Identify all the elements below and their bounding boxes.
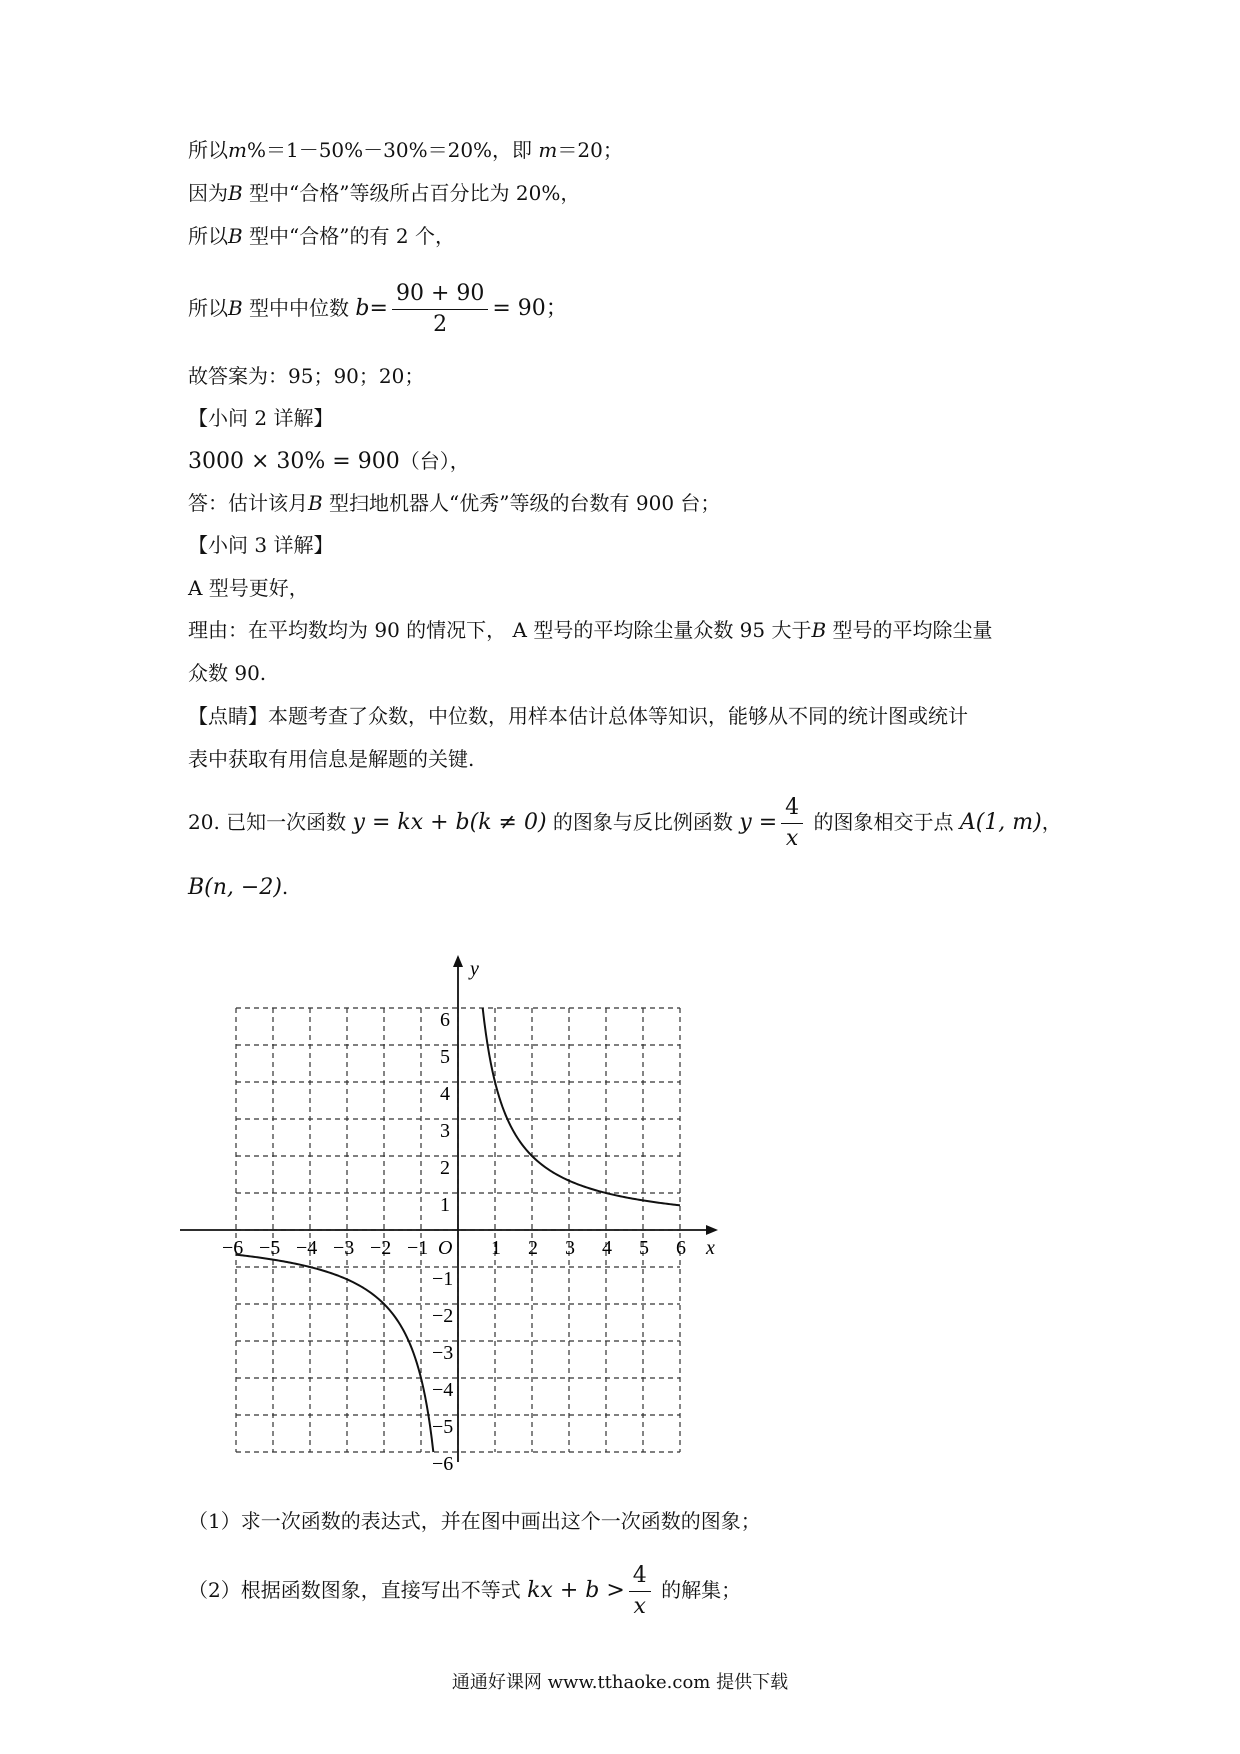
math: y = kx + b(k ≠ 0) bbox=[352, 810, 547, 835]
denominator: 2 bbox=[433, 312, 448, 337]
denominator: x bbox=[785, 826, 799, 851]
text-line-14: 表中获取有用信息是解题的关键. bbox=[188, 747, 475, 771]
text-line-8 bbox=[188, 489, 720, 517]
y-tick-label: −2 bbox=[432, 1305, 454, 1327]
text-line-7 bbox=[188, 447, 470, 476]
x-tick-label: 6 bbox=[676, 1237, 686, 1259]
text: 答：估计该月 bbox=[188, 491, 308, 515]
text-line-3 bbox=[188, 222, 455, 250]
text: 型中“合格”等级所占百分比为 20%， bbox=[242, 181, 581, 205]
fraction bbox=[629, 1563, 651, 1620]
text-line-12: 众数 90. bbox=[188, 661, 267, 685]
question-2 bbox=[188, 1560, 741, 1620]
hyperbola-branch-2 bbox=[236, 1255, 433, 1452]
problem-20-statement bbox=[188, 792, 1062, 852]
text: . bbox=[281, 875, 289, 899]
text: 20. 已知一次函数 bbox=[188, 810, 353, 834]
text: 型号的平均除尘量 bbox=[826, 618, 993, 642]
y-tick-label: −6 bbox=[432, 1453, 454, 1475]
text: 型中“合格”的有 2 个， bbox=[242, 224, 455, 248]
text-line-13: 【点睛】本题考查了众数，中位数，用样本估计总体等知识，能够从不同的统计图或统计 bbox=[188, 704, 968, 728]
var: B bbox=[228, 224, 243, 248]
text: ＝20； bbox=[557, 138, 623, 162]
numerator: 4 bbox=[781, 795, 803, 824]
fraction bbox=[392, 281, 488, 338]
x-tick-label: −3 bbox=[333, 1237, 355, 1259]
text-line-1 bbox=[188, 136, 623, 164]
y-tick-label: 3 bbox=[440, 1120, 450, 1142]
y-tick-label: −4 bbox=[432, 1379, 454, 1401]
text-line-median bbox=[188, 278, 568, 338]
y-tick-label: 6 bbox=[440, 1009, 450, 1031]
var: B bbox=[228, 181, 243, 205]
numerator: 4 bbox=[629, 1563, 651, 1592]
x-tick-label: −5 bbox=[259, 1237, 281, 1259]
tick-labels bbox=[222, 1009, 686, 1475]
math: 3000 × 30% = 900 bbox=[188, 449, 400, 474]
text-line-2 bbox=[188, 179, 580, 207]
y-tick-label: 5 bbox=[440, 1046, 450, 1068]
text: 所以 bbox=[188, 224, 228, 248]
text: 的图象相交于点 bbox=[807, 810, 960, 834]
x-tick-label: −1 bbox=[407, 1237, 429, 1259]
text: 理由：在平均数均为 90 的情况下， A 型号的平均除尘量众数 95 大于 bbox=[188, 618, 812, 642]
text: 的解集； bbox=[654, 1578, 742, 1602]
y-tick-label: 2 bbox=[440, 1157, 450, 1179]
y-tick-label: 1 bbox=[440, 1194, 450, 1216]
text: 的图象与反比例函数 bbox=[546, 810, 740, 834]
math: A(1, m) bbox=[959, 810, 1042, 835]
y-axis-label: y bbox=[470, 958, 479, 980]
text: %＝1－50%－30%＝20%，即 bbox=[246, 138, 539, 162]
x-tick-label: 3 bbox=[565, 1237, 575, 1259]
x-axis-arrow bbox=[706, 1225, 718, 1235]
y-tick-label: −3 bbox=[432, 1342, 454, 1364]
math: y = bbox=[739, 810, 778, 835]
var: B bbox=[811, 618, 827, 642]
text-line-5: 故答案为：95；90；20； bbox=[188, 364, 425, 388]
text: = 90； bbox=[492, 296, 568, 321]
x-tick-label: 2 bbox=[528, 1237, 538, 1259]
origin-label: O bbox=[438, 1237, 453, 1259]
text: 型扫地机器人“优秀”等级的台数有 900 台； bbox=[322, 491, 721, 515]
text: 因为 bbox=[188, 181, 228, 205]
math: B(n, −2) bbox=[188, 875, 282, 900]
section-heading-3: 【小问 3 详解】 bbox=[188, 533, 334, 557]
var: m bbox=[228, 138, 247, 162]
page-footer: 通通好课网 www.tthaoke.com 提供下载 bbox=[451, 1672, 789, 1693]
section-heading-2: 【小问 2 详解】 bbox=[188, 406, 334, 430]
text: = bbox=[369, 296, 388, 321]
numerator: 90 + 90 bbox=[392, 281, 488, 310]
x-tick-label: −6 bbox=[222, 1237, 244, 1259]
text: ， bbox=[1041, 810, 1062, 834]
x-tick-label: −2 bbox=[370, 1237, 392, 1259]
var: B bbox=[308, 491, 323, 515]
math: kx + b > bbox=[527, 1578, 625, 1603]
text: （台）， bbox=[399, 449, 470, 473]
text-line-11 bbox=[188, 616, 993, 644]
fraction bbox=[781, 795, 803, 852]
var: B bbox=[228, 296, 243, 320]
text-line-10: A 型号更好， bbox=[188, 576, 309, 600]
problem-20-statement-cont bbox=[188, 873, 288, 902]
y-tick-label: −5 bbox=[432, 1416, 454, 1438]
x-tick-label: −4 bbox=[296, 1237, 318, 1259]
denominator: x bbox=[633, 1594, 646, 1619]
x-tick-label: 1 bbox=[491, 1237, 501, 1259]
x-tick-label: 4 bbox=[602, 1237, 612, 1259]
hyperbola-branch-1 bbox=[483, 1008, 680, 1205]
coordinate-graph bbox=[180, 955, 740, 1500]
y-tick-label: −1 bbox=[432, 1268, 454, 1290]
text: 所以 bbox=[188, 138, 228, 162]
var: b bbox=[355, 296, 370, 321]
x-axis-label: x bbox=[706, 1237, 715, 1259]
var: m bbox=[538, 138, 558, 162]
text: 型中中位数 bbox=[242, 296, 356, 320]
question-1: （1）求一次函数的表达式，并在图中画出这个一次函数的图象； bbox=[188, 1509, 761, 1533]
text: （2）根据函数图象，直接写出不等式 bbox=[188, 1578, 528, 1602]
text: 所以 bbox=[188, 296, 228, 320]
x-tick-label: 5 bbox=[639, 1237, 649, 1259]
y-axis-arrow bbox=[453, 955, 463, 967]
y-tick-label: 4 bbox=[440, 1083, 450, 1105]
